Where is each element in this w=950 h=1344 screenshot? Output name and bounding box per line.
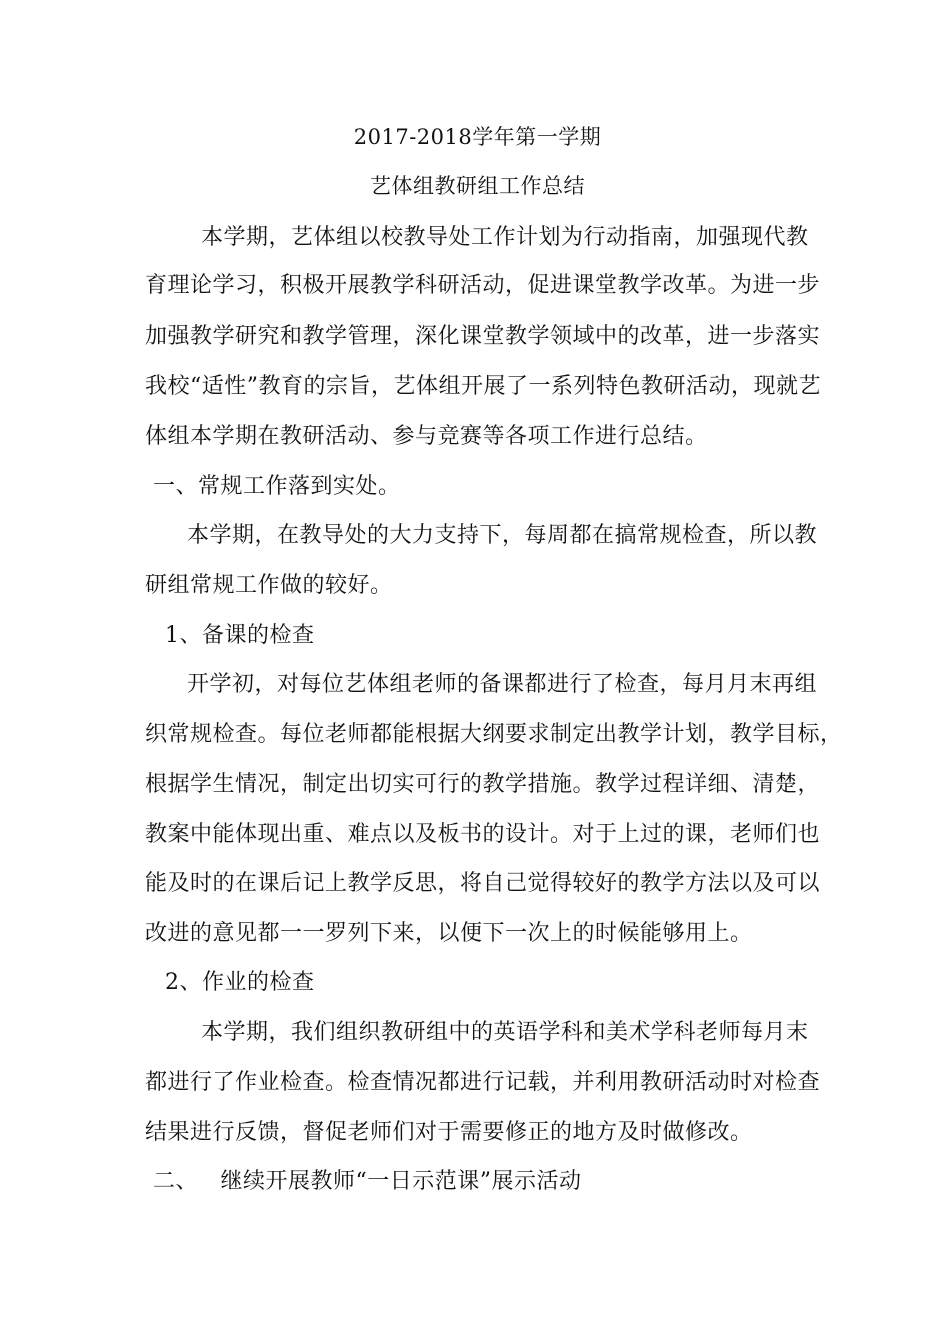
paragraph-line: 研组常规工作做的较好。 (145, 573, 393, 598)
subsection-heading-2: 2、作业的检查 (165, 970, 315, 995)
paragraph-line: 能及时的在课后记上教学反思，将自己觉得较好的教学方法以及可以 (145, 871, 821, 896)
paragraph-line: 结果进行反馈，督促老师们对于需要修正的地方及时做修改。 (145, 1120, 753, 1145)
subsection-heading-1: 1、备课的检查 (165, 623, 315, 648)
paragraph-line: 育理论学习，积极开展教学科研活动，促进课堂教学改革。为进一步 (145, 273, 821, 298)
paragraph-line: 本学期，艺体组以校教导处工作计划为行动指南，加强现代教 (201, 225, 809, 250)
paragraph-line: 本学期，在教导处的大力支持下，每周都在搞常规检查，所以教 (187, 523, 818, 548)
document-title-term: 2017-2018学年第一学期 (353, 125, 602, 149)
paragraph-line: 都进行了作业检查。检查情况都进行记载，并利用教研活动时对检查 (145, 1070, 821, 1095)
paragraph-line: 开学初，对每位艺体组老师的备课都进行了检查，每月月末再组 (187, 672, 818, 697)
paragraph-line: 加强教学研究和教学管理，深化课堂教学领域中的改革，进一步落实 (145, 324, 821, 349)
document-title: 艺体组教研组工作总结 (370, 174, 585, 198)
paragraph-line: 体组本学期在教研活动、参与竞赛等各项工作进行总结。 (145, 424, 708, 449)
paragraph-line: 教案中能体现出重、难点以及板书的设计。对于上过的课，老师们也 (145, 822, 821, 847)
paragraph-line: 根据学生情况，制定出切实可行的教学措施。教学过程详细、清楚， (145, 772, 821, 797)
paragraph-line: 我校“适性”教育的宗旨，艺体组开展了一系列特色教研活动，现就艺 (145, 374, 821, 399)
section-heading-1: 一、常规工作落到实处。 (153, 474, 401, 499)
paragraph-line: 本学期，我们组织教研组中的英语学科和美术学科老师每月末 (201, 1020, 809, 1045)
section-heading-2: 二、 继续开展教师“一日示范课”展示活动 (153, 1169, 582, 1194)
paragraph-line: 织常规检查。每位老师都能根据大纲要求制定出教学计划，教学目标， (145, 722, 843, 747)
paragraph-line: 改进的意见都一一罗列下来，以便下一次上的时候能够用上。 (145, 921, 753, 946)
